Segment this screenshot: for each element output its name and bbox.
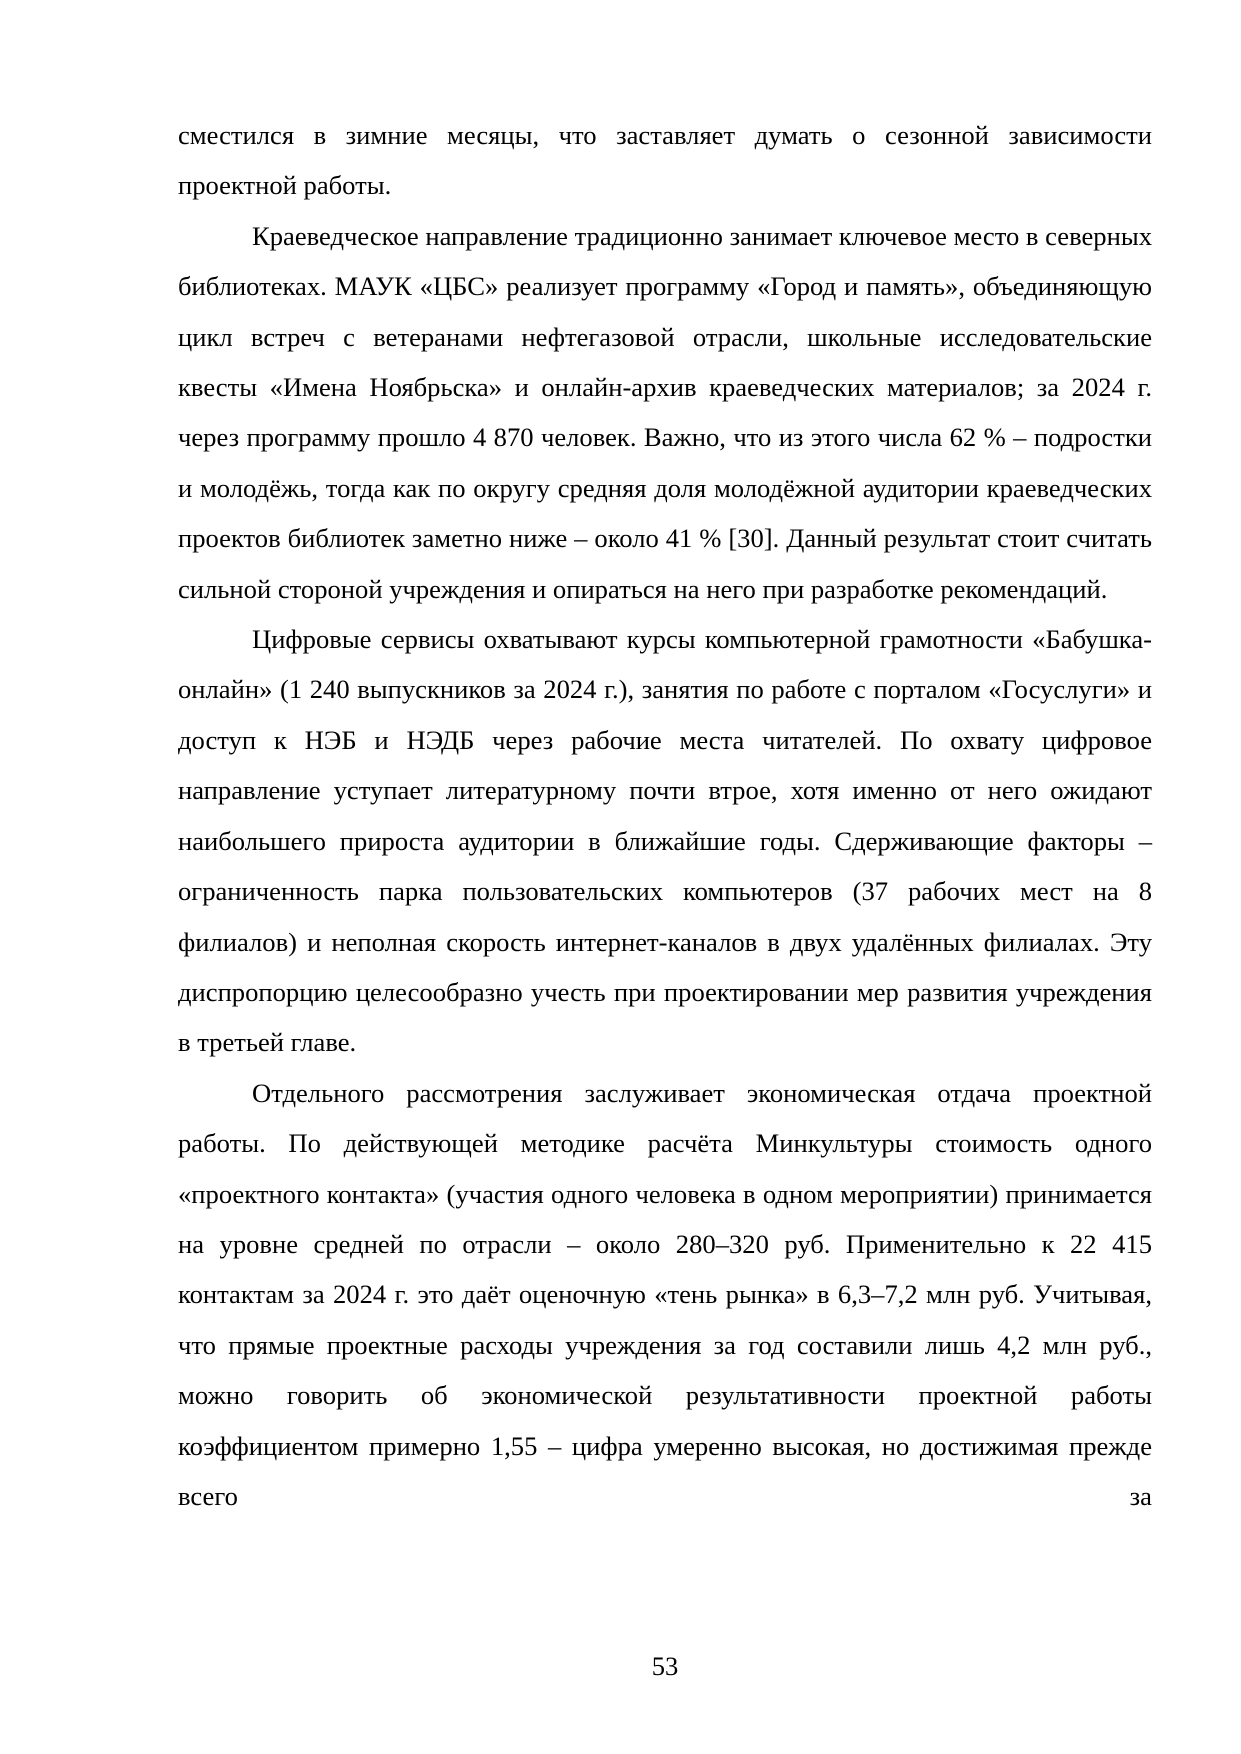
page-number: 53 xyxy=(651,1651,679,1681)
paragraph: Цифровые сервисы охватывают курсы компьютерной грамотности «Бабушка-онлайн» (1 240 выпускников за 2024 г.), занятия по работе с порталом «Госуслуги» и доступ к НЭБ и НЭДБ через рабочие места читателей. По охвату цифровое направление уступает литературному почти втрое, хотя именно от него ожидают наибольшего прироста аудитории в ближайшие годы. Сдерживающие факторы – ограниченность парка пользовательских компьютеров (37 рабочих мест на 8 филиалов) и неполная скорость интернет-каналов в двух удалённых филиалах. Эту диспропорцию целесообразно учесть при проектировании мер развития учреждения в третьей главе. xyxy=(178,624,1152,1058)
paragraph: Краеведческое направление традиционно занимает ключевое место в северных библиотеках. МАУК «ЦБС» реализует программу «Город и память», объединяющую цикл встреч с ветеранами нефтегазовой отрасли, школьные исследовательские квесты «Имена Ноябрьска» и онлайн-архив краеведческих материалов; за 2024 г. через программу прошло 4 870 человек. Важно, что из этого числа 62 % – подростки и молодёжь, тогда как по округу средняя доля молодёжной аудитории краеведческих проектов библиотек заметно ниже – около 41 % [30]. Данный результат стоит считать сильной стороной учреждения и опираться на него при разработке рекомендаций. xyxy=(178,220,1152,604)
paragraph: Отдельного рассмотрения заслуживает экономическая отдача проектной работы. По действующей методике расчёта Минкультуры стоимость одного «проектного контакта» (участия одного человека в одном мероприятии) принимается на уровне средней по отрасли – около 280–320 руб. Применительно к 22 415 контактам за 2024 г. это даёт оценочную «тень рынка» в 6,3–7,2 млн руб. Учитывая, что прямые проектные расходы учреждения за год составили лишь 4,2 млн руб., можно говорить об экономической результативности проектной работы коэффициентом примерно 1,55 – цифра умеренно высокая, но достижимая прежде всего за xyxy=(178,1077,1152,1511)
document-body xyxy=(178,110,1152,1521)
paragraph: сместился в зимние месяцы, что заставляет думать о сезонной зависимости проектной работы. xyxy=(178,120,1152,201)
